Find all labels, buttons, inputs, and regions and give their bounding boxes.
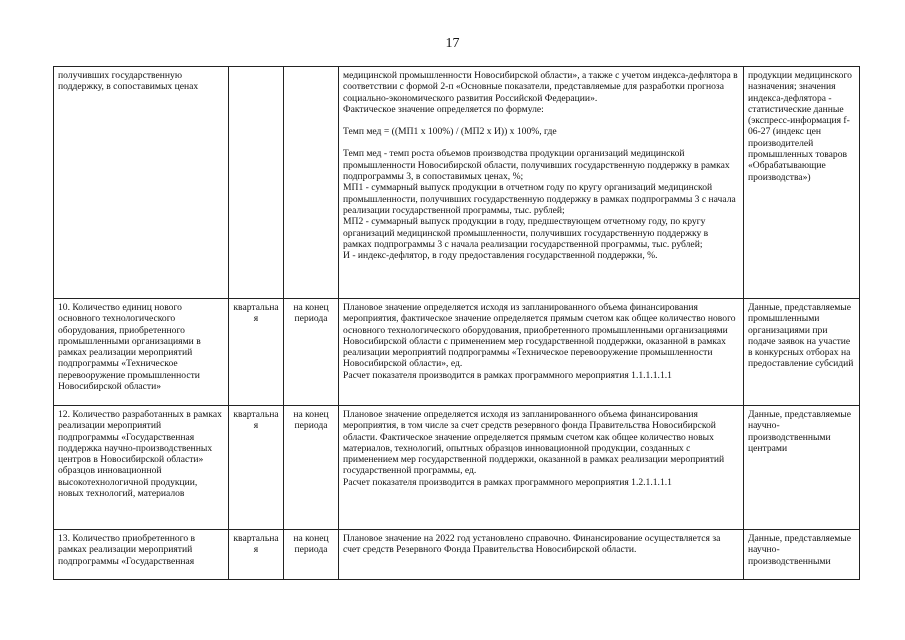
indicator-cell: 10. Количество единиц нового основного технологического оборудования, приобретенного промышленными организациями в рамках реализации мероприятий подпрограммы «Техническое перевооружение промышленности Новосибирской области» <box>54 299 229 406</box>
formula-line: Темп мед = ((МП1 x 100%) / (МП2 x И)) x 100%, где <box>343 126 557 138</box>
timing-cell: на конец периода <box>284 530 339 580</box>
method-line: МП1 - суммарный выпуск продукции в отчетном году по кругу организаций медицинской промышленности, получивших государственную поддержку в рамках подпрограммы 3 с начала реализации государственной программы, тыс. рублей; <box>343 182 736 216</box>
periodicity-cell: квартальная <box>229 530 284 580</box>
method-cell <box>339 406 744 530</box>
method-cell <box>339 530 744 580</box>
method-line: Расчет показателя производится в рамках программного мероприятия 1.2.1.1.1.1 <box>343 476 672 488</box>
method-cell <box>339 67 744 299</box>
source-cell: Данные, представляемые научно-производственными <box>744 530 860 580</box>
method-line: Расчет показателя производится в рамках программного мероприятия 1.1.1.1.1.1 <box>343 369 672 381</box>
indicator-cell: получивших государственную поддержку, в сопоставимых ценах <box>54 67 229 299</box>
method-line: Плановое значение определяется исходя из запланированного объема финансирования мероприятия, фактическое значение определяется прямым счетом как общее количество нового основного технологического оборудования, приобретенного промышленными организациями Новосибирской области с применением мер государственной поддержки, оказанной в рамках реализации мероприятий подпрограммы «Техническое перевооружение промышленности Новосибирской области», ед. <box>343 302 736 370</box>
method-line: Темп мед - темп роста объемов производства продукции организаций медицинской промышленности Новосибирской области, получивших государственную поддержку в рамках подпрограммы 3, в сопоставимых ценах, %; <box>343 148 730 183</box>
indicators-table <box>53 66 860 580</box>
table-row <box>54 67 860 299</box>
page-number: 17 <box>445 36 460 51</box>
source-cell: продукции медицинского назначения; значения индекса-дефлятора - статистические данные (экспресс-информация f-06-27 (индекс цен производителей промышленных товаров «Обрабатывающие производства») <box>744 67 860 299</box>
source-cell: Данные, представляемые научно-производственными центрами <box>744 406 860 530</box>
method-line: Фактическое значение определяется по формуле: <box>343 103 544 115</box>
timing-cell <box>284 67 339 299</box>
table-row <box>54 299 860 406</box>
method-cell <box>339 299 744 406</box>
method-line: МП2 - суммарный выпуск продукции в году, предшествующем отчетному году, по кругу организаций медицинской промышленности, получивших государственную поддержку в рамках подпрограммы 3 с начала реализации государственной программы, тыс. рублей; <box>343 216 709 250</box>
periodicity-cell <box>229 67 284 299</box>
indicator-cell: 12. Количество разработанных в рамках реализации мероприятий подпрограммы «Государственная поддержка научно-производственных центров в Новосибирской области» образцов инновационной высокотехнологичной продукции, новых технологий, материалов <box>54 406 229 530</box>
table-row <box>54 530 860 580</box>
source-cell: Данные, представляемые промышленными организациями при подаче заявок на участие в конкурсных отборах на предоставление субсидий <box>744 299 860 406</box>
method-line: медицинской промышленности Новосибирской области», а также с учетом индекса-дефлятора в соответствии с формой 2-п «Основные показатели, представляемые для разработки прогноза социально-экономического развития Российской Федерации». <box>343 70 738 104</box>
periodicity-cell: квартальная <box>229 406 284 530</box>
indicator-cell: 13. Количество приобретенного в рамках реализации мероприятий подпрограммы «Государственная <box>54 530 229 580</box>
method-line: Плановое значение определяется исходя из запланированного объема финансирования мероприятия, в том числе за счет средств резервного фонда Правительства Новосибирской области. Фактическое значение определяется прямым счетом как общее количество новых материалов, технологий, опытных образцов инновационной продукции, созданных с применением мер государственной поддержки, оказанной в рамках реализации мероприятий государственной программы, ед. <box>343 409 725 477</box>
table-row <box>54 406 860 530</box>
method-line: И - индекс-дефлятор, в году предоставления государственной поддержки, %. <box>343 250 658 262</box>
timing-cell: на конец периода <box>284 299 339 406</box>
timing-cell: на конец периода <box>284 406 339 530</box>
periodicity-cell: квартальная <box>229 299 284 406</box>
method-line: Плановое значение на 2022 год установлено справочно. Финансирование осуществляется за счет средств Резервного Фонда Правительства Новосибирской области. <box>343 533 721 556</box>
